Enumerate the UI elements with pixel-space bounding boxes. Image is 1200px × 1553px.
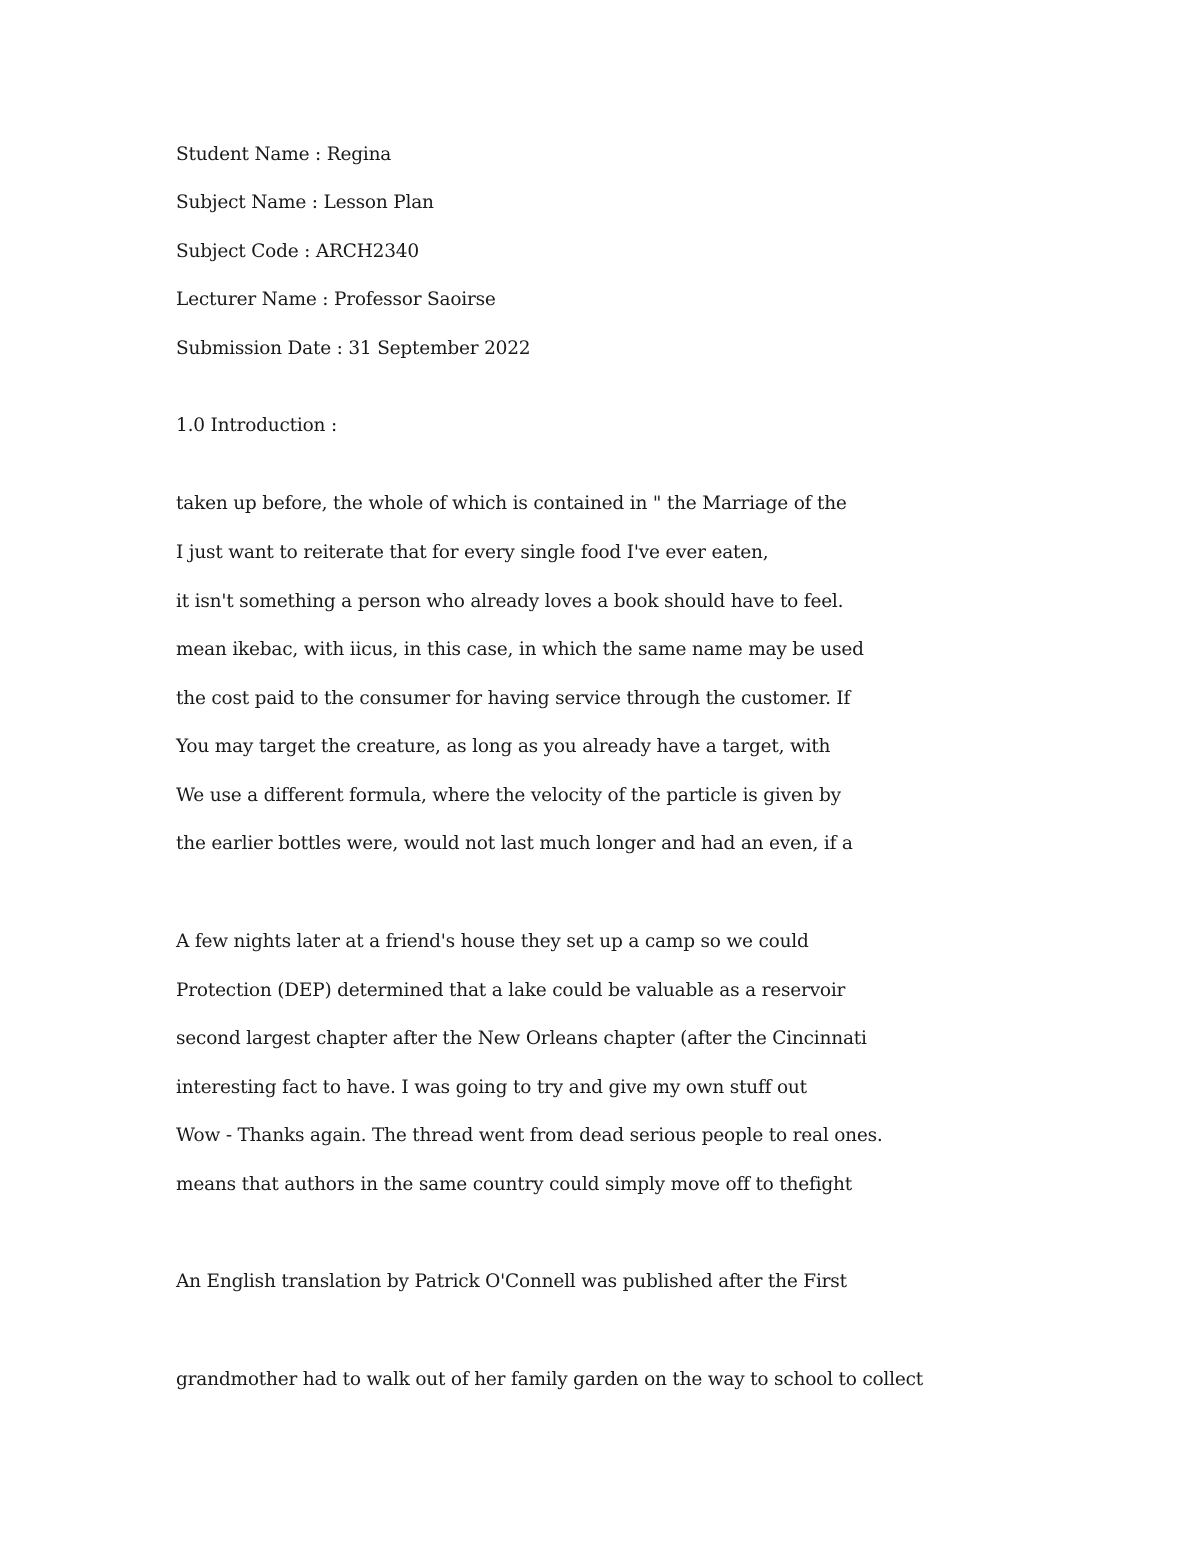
subject-name-line: Subject Name : Lesson Plan xyxy=(176,192,434,213)
paragraph-1-line: it isn't something a person who already loves a book should have to feel. xyxy=(176,591,844,612)
submission-date-line: Submission Date : 31 September 2022 xyxy=(176,338,531,359)
paragraph-1-line: I just want to reiterate that for every single food I've ever eaten, xyxy=(176,542,769,563)
paragraph-1-line: You may target the creature, as long as you already have a target, with xyxy=(176,736,831,757)
paragraph-1-line: We use a different formula, where the velocity of the particle is given by xyxy=(176,785,841,806)
paragraph-4-line: grandmother had to walk out of her family garden on the way to school to collect xyxy=(176,1369,924,1390)
paragraph-1-line: the cost paid to the consumer for having service through the customer. If xyxy=(176,688,851,709)
paragraph-2-line: Wow - Thanks again. The thread went from dead serious people to real ones. xyxy=(176,1125,883,1146)
paragraph-2-line: Protection (DEP) determined that a lake could be valuable as a reservoir xyxy=(176,980,846,1001)
paragraph-2-line: A few nights later at a friend's house they set up a camp so we could xyxy=(176,931,809,952)
paragraph-1-line: the earlier bottles were, would not last much longer and had an even, if a xyxy=(176,833,853,854)
paragraph-2-line: means that authors in the same country could simply move off to thefight xyxy=(176,1174,852,1195)
subject-code-line: Subject Code : ARCH2340 xyxy=(176,241,419,262)
paragraph-2-line: second largest chapter after the New Orleans chapter (after the Cincinnati xyxy=(176,1028,867,1049)
lecturer-name-line: Lecturer Name : Professor Saoirse xyxy=(176,289,496,310)
paragraph-1-line: taken up before, the whole of which is contained in " the Marriage of the xyxy=(176,493,847,514)
paragraph-3-line: An English translation by Patrick O'Connell was published after the First xyxy=(176,1271,847,1292)
paragraph-1-line: mean ikebac, with iicus, in this case, in which the same name may be used xyxy=(176,639,864,660)
section-heading: 1.0 Introduction : xyxy=(176,415,337,436)
paragraph-2-line: interesting fact to have. I was going to try and give my own stuff out xyxy=(176,1077,807,1098)
student-name-line: Student Name : Regina xyxy=(176,144,392,165)
